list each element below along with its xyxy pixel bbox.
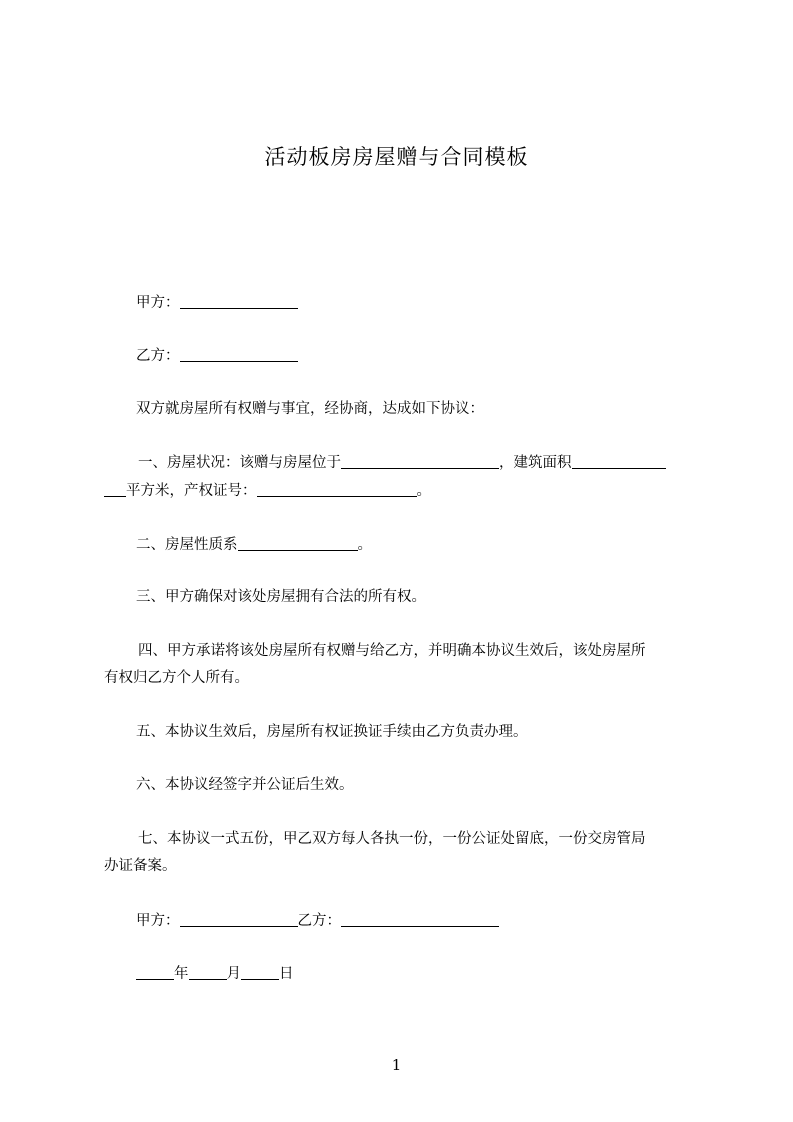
clause-7-line-1: 七、本协议一式五份，甲乙双方每人各执一份，一份公证处留底，一份交房管局 bbox=[138, 831, 646, 847]
clause-1-text-d: 。 bbox=[416, 483, 431, 499]
area-blank-end[interactable] bbox=[104, 482, 126, 497]
party-a-label: 甲方： bbox=[136, 295, 180, 311]
signature-party-b-blank[interactable] bbox=[341, 912, 499, 927]
intro-paragraph: 双方就房屋所有权赠与事宜，经协商，达成如下协议： bbox=[136, 401, 484, 417]
party-b-label: 乙方： bbox=[136, 348, 180, 364]
clause-5-line: 五、本协议生效后，房屋所有权证换证手续由乙方负责办理。 bbox=[136, 724, 528, 740]
clause-4-line-1: 四、甲方承诺将该处房屋所有权赠与给乙方，并明确本协议生效后，该处房屋所 bbox=[138, 643, 646, 659]
clause-2-text-b: 。 bbox=[357, 537, 372, 553]
party-b-line bbox=[104, 345, 736, 366]
clause-1-text-a: 一、房屋状况：该赠与房屋位于 bbox=[138, 455, 341, 471]
signature-party-a-label: 甲方： bbox=[136, 913, 180, 929]
signature-party-a-blank[interactable] bbox=[180, 912, 298, 927]
clause-1-line-1 bbox=[104, 452, 738, 473]
signature-line bbox=[104, 910, 736, 931]
month-label: 月 bbox=[226, 966, 241, 982]
party-a-line bbox=[104, 292, 736, 313]
day-blank[interactable] bbox=[241, 965, 279, 980]
year-blank[interactable] bbox=[136, 965, 174, 980]
date-line bbox=[104, 963, 736, 984]
clause-1-text-c: 平方米，产权证号： bbox=[126, 483, 257, 499]
clause-3-line: 三、甲方确保对该处房屋拥有合法的所有权。 bbox=[136, 589, 426, 605]
party-b-blank[interactable] bbox=[180, 347, 298, 362]
clause-1-line-2 bbox=[104, 480, 704, 501]
clause-6-line: 六、本协议经签字并公证后生效。 bbox=[136, 777, 354, 793]
day-label: 日 bbox=[279, 966, 294, 982]
party-a-blank[interactable] bbox=[180, 294, 298, 309]
month-blank[interactable] bbox=[189, 965, 227, 980]
area-blank-start[interactable] bbox=[572, 454, 666, 469]
page-number: 1 bbox=[391, 1056, 402, 1074]
signature-party-b-label: 乙方： bbox=[297, 913, 341, 929]
clause-2-line bbox=[104, 534, 736, 555]
document-title: 活动板房房屋赠与合同模板 bbox=[264, 145, 529, 169]
house-nature-blank[interactable] bbox=[238, 536, 358, 551]
clause-4-line-2: 有权归乙方个人所有。 bbox=[104, 670, 249, 686]
clause-7-line-2: 办证备案。 bbox=[104, 858, 177, 874]
clause-1-text-b: ，建筑面积 bbox=[499, 455, 572, 471]
clause-2-text-a: 二、房屋性质系 bbox=[136, 537, 238, 553]
house-location-blank[interactable] bbox=[341, 454, 499, 469]
property-certificate-blank[interactable] bbox=[257, 482, 417, 497]
year-label: 年 bbox=[174, 966, 189, 982]
